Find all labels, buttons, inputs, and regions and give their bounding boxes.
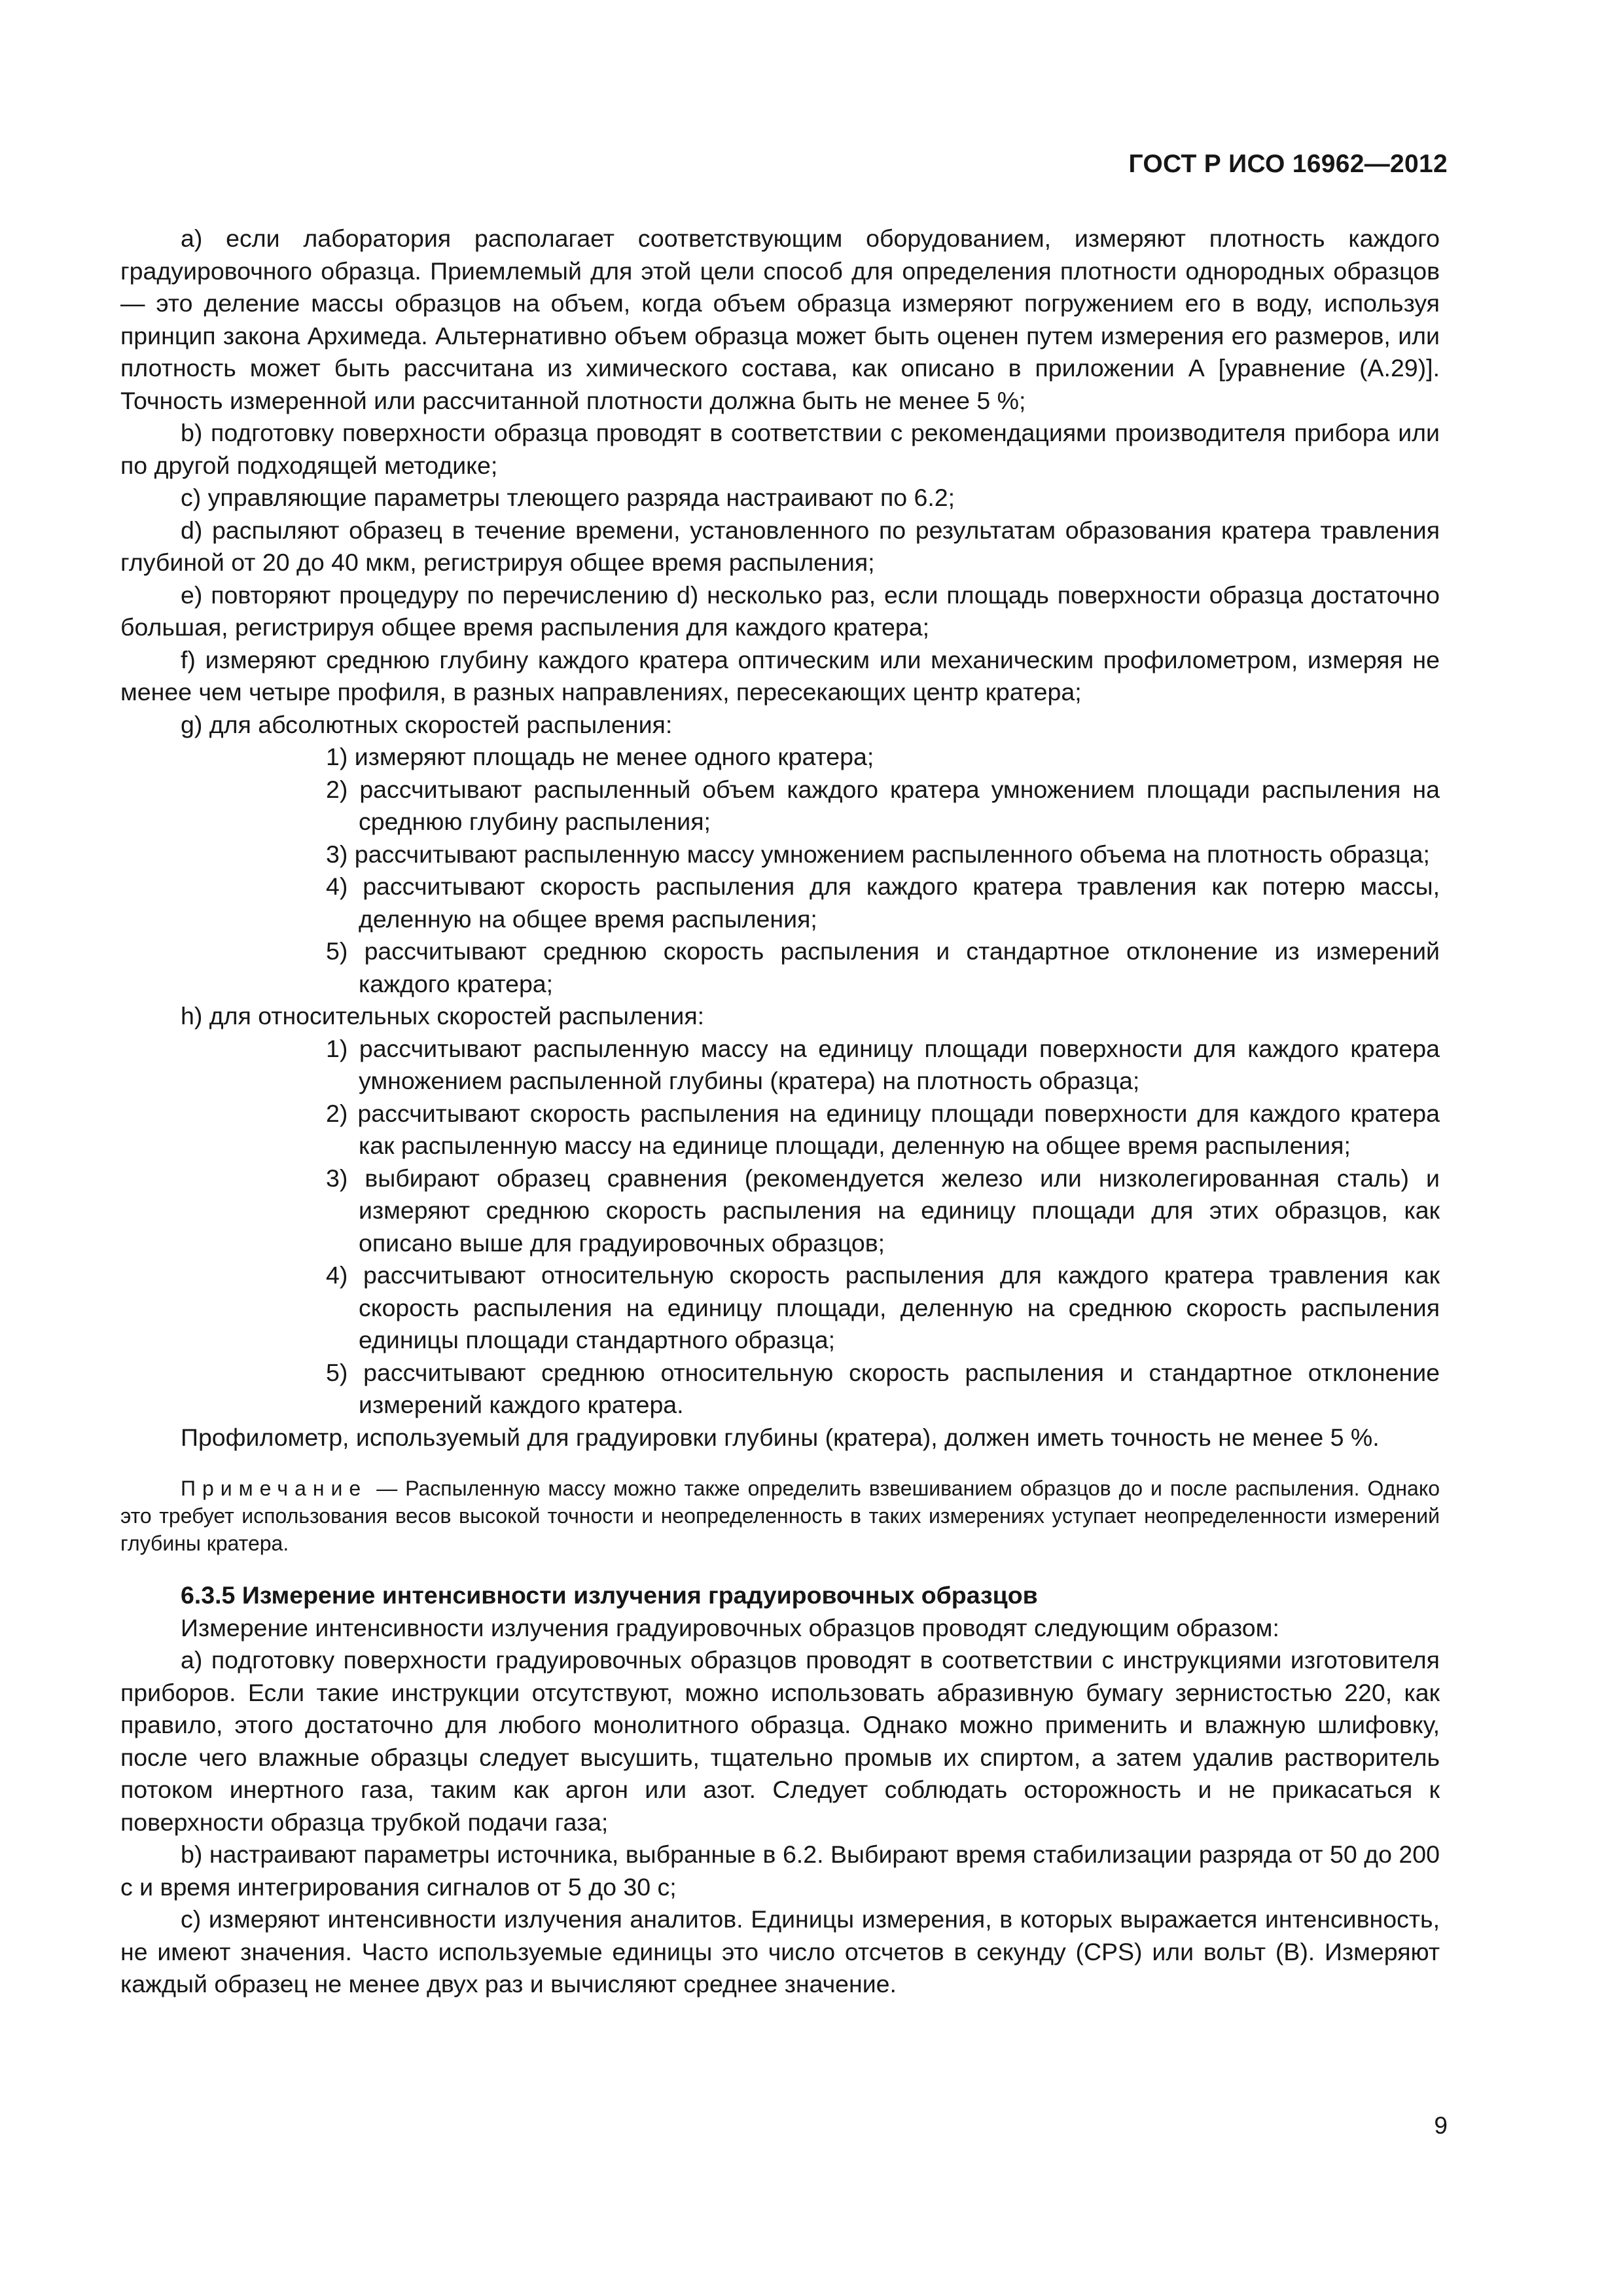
list-g-item: 2) рассчитывают распыленный объем каждого кратера умножением площади распыления на среднюю глубину распыления; [326,775,1440,835]
note-text: — Распыленную массу можно также определить взвешиванием образцов до и после распыления. Однако это требует использования весов высокой точности и неопределенность в таких измерениях уступает неопределенности измерений глубины кратера. [120,1477,1440,1555]
list-h-item: 2) рассчитывают скорость распыления на единицу площади поверхности для каждого кратера как распыленную массу на единице площади, деленную на общее время распыления; [326,1099,1440,1159]
list-h-item: 3) выбирают образец сравнения (рекомендуется железо или низколегированная сталь) и измеряют среднюю скорость распыления на единицу площади для этих образцов, как описано выше для градуировочных образцов; [326,1164,1440,1257]
paragraph-c: c) управляющие параметры тлеющего разряда настраивают по 6.2; [181,484,955,511]
list-g-title: g) для абсолютных скоростей распыления: [181,710,673,738]
section-intro: Измерение интенсивности излучения градуировочных образцов проводят следующим образом: [181,1613,1279,1641]
note-label: Примечание [181,1477,368,1500]
standard-header: ГОСТ Р ИСО 16962—2012 [1128,150,1448,178]
section-paragraph-a: а) подготовку поверхности градуировочных образцов проводят в соответствии с инструкциями изготовителя приборов. Если такие инструкции отсутствуют, можно использовать абразивную бумагу зернистостью 220, как правило, этого достаточно для любого монолитного образца. Однако можно применить и влажную шлифовку, после чего влажные образцы следует высушить, тщательно промыв их спиртом, а затем удалив растворитель потоком инертного газа, таким как аргон или азот. Следует соблюдать осторожность и не прикасаться к поверхности образца трубкой подачи газа; [120,1646,1440,1836]
paragraph-e: e) повторяют процедуру по перечислению d) несколько раз, если площадь поверхности образца достаточно большая, регистрируя общее время распыления для каждого кратера; [120,581,1440,641]
list-g-item: 1) измеряют площадь не менее одного кратера; [326,743,874,770]
section-heading: 6.3.5 Измерение интенсивности излучения градуировочных образцов [181,1581,1038,1609]
paragraph-a: а) если лаборатория располагает соответствующим оборудованием, измеряют плотность каждого градуировочного образца. Приемлемый для этой цели способ для определения плотности однородных образцов — это деление массы образцов на объем, когда объем образца измеряют погружением его в воду, используя принцип закона Архимеда. Альтернативно объем образца может быть оценен путем измерения его размеров, или плотность может быть рассчитана из химического состава, как описано в приложении А [уравнение (А.29)]. Точность измеренной или рассчитанной плотности должна быть не менее 5 %; [120,224,1440,414]
page-number: 9 [1434,2112,1448,2139]
list-h-title: h) для относительных скоростей распыления: [181,1002,705,1030]
list-h-item: 5) рассчитывают среднюю относительную скорость распыления и стандартное отклонение измерений каждого кратера. [326,1358,1440,1418]
list-h-item: 1) рассчитывают распыленную массу на единицу площади поверхности для каждого кратера умножением распыленной глубины (кратера) на плотность образца; [326,1034,1440,1094]
list-h-item: 4) рассчитывают относительную скорость распыления для каждого кратера травления как скорость распыления на единицу площади, деленную на среднюю скорость распыления единицы площади стандартного образца; [326,1261,1440,1354]
profilometer-paragraph: Профилометр, используемый для градуировки глубины (кратера), должен иметь точность не менее 5 %. [181,1423,1380,1451]
paragraph-d: d) распыляют образец в течение времени, установленного по результатам образования кратера травления глубиной от 20 до 40 мкм, регистрируя общее время распыления; [120,516,1440,576]
paragraph-b: b) подготовку поверхности образца проводят в соответствии с рекомендациями производителя прибора или по другой подходящей методике; [120,419,1440,479]
paragraph-f: f) измеряют среднюю глубину каждого кратера оптическим или механическим профилометром, измеряя не менее чем четыре профиля, в разных направлениях, пересекающих центр кратера; [120,645,1440,706]
list-g-item: 3) рассчитывают распыленную массу умножением распыленного объема на плотность образца; [326,840,1430,868]
section-paragraph-b: b) настраивают параметры источника, выбранные в 6.2. Выбирают время стабилизации разряда от 50 до 200 с и время интегрирования сигналов от 5 до 30 с; [120,1840,1440,1901]
note [120,1475,1440,1557]
section-paragraph-c: c) измеряют интенсивности излучения аналитов. Единицы измерения, в которых выражается интенсивность, не имеют значения. Часто используемые единицы это число отсчетов в секунду (CPS) или вольт (В). Измеряют каждый образец не менее двух раз и вычисляют среднее значение. [120,1905,1440,1998]
list-g-item: 4) рассчитывают скорость распыления для каждого кратера травления как потерю массы, деленную на общее время распыления; [326,872,1440,933]
document-body [120,223,1440,2001]
list-g-item: 5) рассчитывают среднюю скорость распыления и стандартное отклонение из измерений каждого кратера; [326,937,1440,997]
